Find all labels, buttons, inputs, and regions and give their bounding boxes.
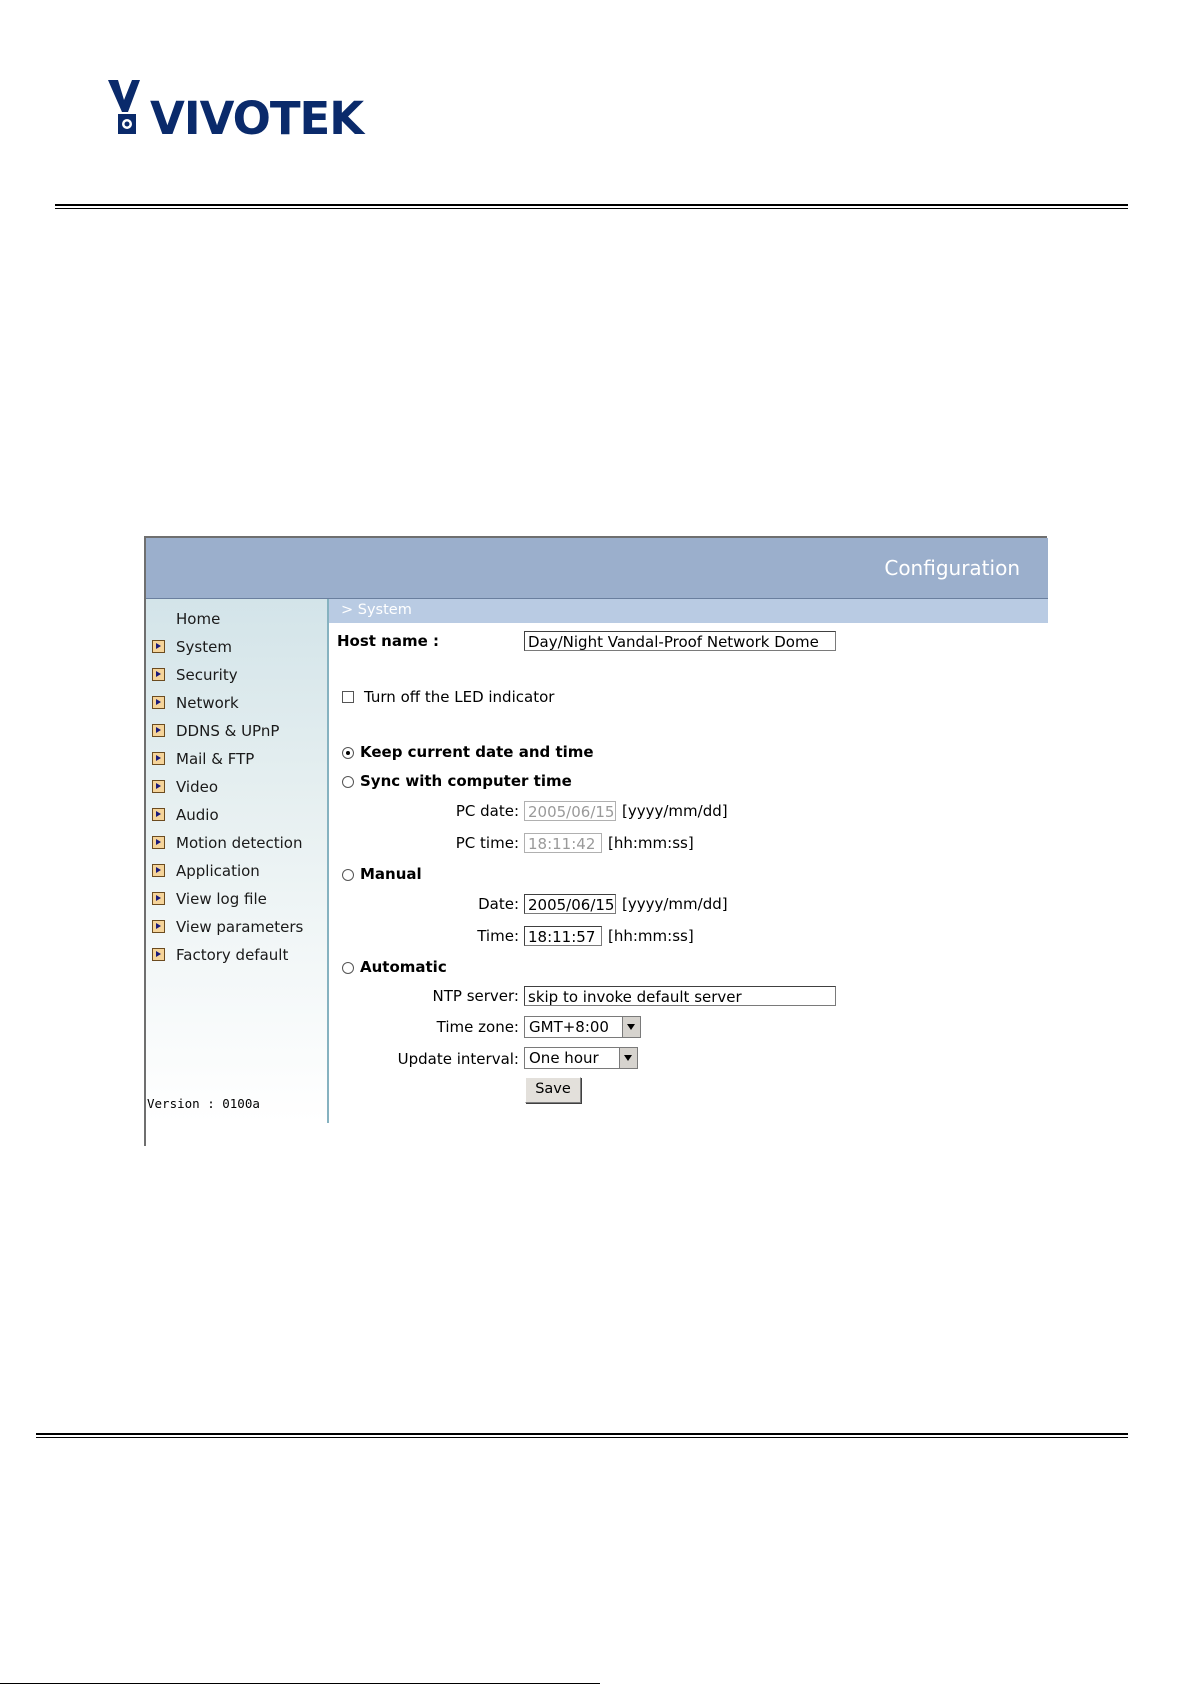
time-zone-select[interactable]: [524, 1016, 641, 1038]
arrow-right-icon: [152, 948, 165, 961]
pc-time-format: [hh:mm:ss]: [608, 834, 694, 852]
sidebar-item-label: DDNS & UPnP: [176, 722, 280, 740]
sidebar-item-label: Network: [176, 694, 239, 712]
chevron-down-icon: [622, 1017, 640, 1037]
time-zone-value: GMT+8:00: [529, 1018, 609, 1036]
sidebar-item-label: View parameters: [176, 918, 304, 936]
ntp-server-input[interactable]: skip to invoke default server: [524, 986, 836, 1006]
top-divider: [55, 204, 1128, 206]
sidebar-item-label: View log file: [176, 890, 267, 908]
sidebar-item-label: Security: [176, 666, 238, 684]
sidebar-item-video[interactable]: [146, 773, 327, 801]
sidebar-item-label: Video: [176, 778, 219, 796]
date-format: [yyyy/mm/dd]: [622, 895, 728, 913]
arrow-right-icon: [152, 668, 165, 681]
sidebar-item-home[interactable]: [146, 605, 327, 633]
sidebar-item-network[interactable]: [146, 689, 327, 717]
pc-date-label: PC date:: [455, 802, 519, 820]
date-input[interactable]: 2005/06/15: [524, 894, 616, 914]
sidebar-item-audio[interactable]: [146, 801, 327, 829]
sidebar-item-security[interactable]: [146, 661, 327, 689]
automatic-radio[interactable]: [342, 962, 354, 974]
arrow-right-icon: [152, 864, 165, 877]
host-name-label: Host name :: [337, 632, 440, 650]
vivotek-logo: [106, 78, 366, 140]
sidebar-item-label: Home: [176, 610, 221, 628]
sidebar-item-mail-ftp[interactable]: [146, 745, 327, 773]
pc-date-input[interactable]: 2005/06/15: [524, 801, 616, 821]
version-label: Version : 0100a: [147, 1096, 260, 1111]
section-title: > System: [341, 602, 412, 618]
manual-radio[interactable]: [342, 869, 354, 881]
arrow-right-icon: [152, 780, 165, 793]
arrow-right-icon: [152, 836, 165, 849]
sidebar-nav: [146, 599, 329, 1123]
sidebar-item-ddns-upnp[interactable]: [146, 717, 327, 745]
keep-time-label: Keep current date and time: [360, 743, 594, 761]
sidebar-item-factory-default[interactable]: [146, 941, 327, 969]
top-divider-thin: [55, 208, 1128, 209]
arrow-right-icon: [152, 920, 165, 933]
ntp-server-label: NTP server:: [432, 987, 519, 1005]
sidebar-item-application[interactable]: [146, 857, 327, 885]
time-format: [hh:mm:ss]: [608, 927, 694, 945]
pc-time-input[interactable]: 18:11:42: [524, 833, 602, 853]
system-settings-form: [329, 623, 1048, 1143]
footer-line: [0, 1683, 600, 1684]
pc-time-label: PC time:: [455, 834, 519, 852]
update-interval-select[interactable]: [524, 1047, 638, 1069]
sidebar-item-label: Application: [176, 862, 260, 880]
update-interval-label: Update interval:: [397, 1050, 519, 1068]
section-bar: [329, 599, 1048, 623]
sidebar-item-label: System: [176, 638, 232, 656]
arrow-right-icon: [152, 808, 165, 821]
led-label: Turn off the LED indicator: [364, 688, 555, 706]
keep-time-radio[interactable]: [342, 747, 354, 759]
sidebar-item-label: Audio: [176, 806, 219, 824]
time-zone-label: Time zone:: [436, 1018, 519, 1036]
sidebar-item-motion-detection[interactable]: [146, 829, 327, 857]
sidebar-item-view-log-file[interactable]: [146, 885, 327, 913]
sidebar-item-label: Mail & FTP: [176, 750, 255, 768]
date-label: Date:: [478, 895, 519, 913]
sidebar-item-system[interactable]: [146, 633, 327, 661]
configuration-window: [144, 536, 1047, 1146]
update-interval-value: One hour: [529, 1049, 599, 1067]
automatic-label: Automatic: [360, 958, 447, 976]
save-button[interactable]: Save: [525, 1077, 581, 1103]
config-header: [146, 538, 1048, 599]
sidebar-item-label: Motion detection: [176, 834, 303, 852]
sync-computer-radio[interactable]: [342, 776, 354, 788]
time-input[interactable]: 18:11:57: [524, 926, 602, 946]
bottom-divider-thin: [36, 1437, 1128, 1438]
sidebar-item-view-parameters[interactable]: [146, 913, 327, 941]
logo-wordmark: VIVOTEK: [150, 92, 364, 140]
pc-date-format: [yyyy/mm/dd]: [622, 802, 728, 820]
manual-label: Manual: [360, 865, 422, 883]
sync-computer-label: Sync with computer time: [360, 772, 572, 790]
time-label: Time:: [477, 927, 519, 945]
config-title: Configuration: [884, 556, 1020, 580]
bottom-divider: [36, 1433, 1128, 1435]
host-name-input[interactable]: Day/Night Vandal-Proof Network Dome: [524, 631, 836, 651]
chevron-down-icon: [619, 1048, 637, 1068]
led-checkbox[interactable]: [342, 691, 354, 703]
sidebar-item-label: Factory default: [176, 946, 289, 964]
arrow-right-icon: [152, 892, 165, 905]
arrow-right-icon: [152, 696, 165, 709]
arrow-right-icon: [152, 640, 165, 653]
arrow-right-icon: [152, 724, 165, 737]
arrow-right-icon: [152, 752, 165, 765]
